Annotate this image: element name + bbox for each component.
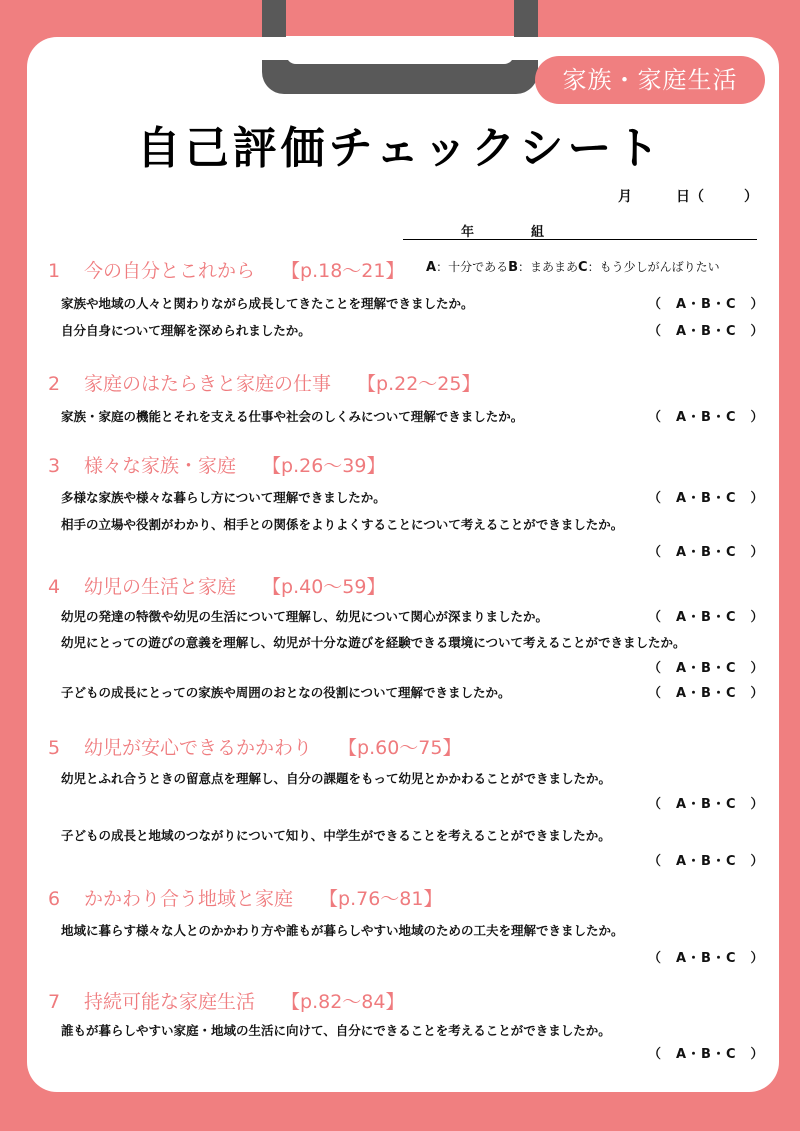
section-title: 幼児の生活と家庭: [84, 576, 237, 598]
section-6-heading: [48, 884, 442, 911]
group-label: 組: [531, 225, 545, 240]
category-badge: 家族・家庭生活: [535, 56, 765, 104]
section-number: 7: [48, 991, 61, 1013]
legend-a-text: ：十分である: [436, 260, 509, 274]
month-label: 月: [618, 189, 632, 205]
legend-a-key: A: [426, 260, 437, 275]
section-4-heading: [48, 572, 385, 599]
section-number: 3: [48, 455, 61, 477]
section-title: 今の自分とこれから: [84, 260, 256, 282]
page-title: 自己評価チェックシート: [136, 123, 664, 174]
clipboard-clip-hole-bottom: [286, 36, 514, 64]
section-title: 様々な家族・家庭: [84, 455, 237, 477]
question-2-1: 家族・家庭の機能とそれを支える仕事や社会のしくみについて理解できましたか。: [61, 409, 524, 424]
question-7-1: 誰もが暮らしやすい家庭・地域の生活に向けて、自分にできることを考えることができましたか。: [61, 1023, 611, 1038]
question-3-1: 多様な家族や様々な暮らし方について理解できましたか。: [61, 490, 386, 505]
answer-choice-1-2[interactable]: （ A・B・C ）: [648, 324, 765, 339]
legend-c-text: ：もう少しがんばりたい: [587, 260, 720, 274]
question-1-2: 自分自身について理解を深められましたか。: [61, 323, 311, 338]
section-pages: 【p.76〜81】: [319, 888, 443, 910]
clipboard-clip-bar: [262, 60, 538, 94]
day-label: 日（: [676, 189, 704, 205]
section-pages: 【p.40〜59】: [262, 576, 386, 598]
question-6-1: 地域に暮らす様々な人とのかかわり方や誰もが暮らしやすい地域のための工夫を理解できましたか。: [61, 923, 624, 938]
question-5-1: 幼児とふれ合うときの留意点を理解し、自分の課題をもって幼児とかかわることができましたか。: [61, 771, 612, 786]
date-close-paren: ）: [744, 189, 758, 205]
question-5-2: 子どもの成長と地域のつながりについて知り、中学生ができることを考えることができましたか。: [61, 828, 611, 843]
answer-choice-7-1[interactable]: （ A・B・C ）: [648, 1047, 765, 1062]
answer-choice-4-3[interactable]: （ A・B・C ）: [648, 686, 765, 701]
section-pages: 【p.60〜75】: [338, 737, 462, 759]
section-3-heading: [48, 451, 385, 478]
year-label: 年: [461, 225, 475, 240]
answer-choice-6-1[interactable]: （ A・B・C ）: [648, 951, 765, 966]
section-title: かかわり合う地域と家庭: [84, 888, 294, 910]
section-7-heading: [48, 987, 404, 1014]
answer-choice-3-2[interactable]: （ A・B・C ）: [648, 545, 765, 560]
answer-choice-1-1[interactable]: （ A・B・C ）: [648, 297, 765, 312]
answer-choice-4-1[interactable]: （ A・B・C ）: [648, 610, 765, 625]
question-1-1: 家族や地域の人々と関わりながら成長してきたことを理解できましたか。: [61, 296, 474, 311]
section-number: 6: [48, 888, 61, 910]
section-pages: 【p.22〜25】: [357, 373, 481, 395]
answer-choice-2-1[interactable]: （ A・B・C ）: [648, 410, 765, 425]
question-4-3: 子どもの成長にとっての家族や周囲のおとなの役割について理解できましたか。: [61, 685, 511, 700]
section-title: 家庭のはたらきと家庭の仕事: [84, 373, 332, 395]
section-5-heading: [48, 733, 461, 760]
answer-choice-4-2[interactable]: （ A・B・C ）: [648, 661, 765, 676]
grading-legend: [426, 258, 720, 275]
legend-b-text: ：まあまあ: [518, 260, 579, 274]
section-pages: 【p.82〜84】: [281, 991, 405, 1013]
legend-b-key: B: [508, 260, 518, 275]
section-number: 2: [48, 373, 61, 395]
section-2-heading: [48, 369, 480, 396]
answer-choice-5-1[interactable]: （ A・B・C ）: [648, 797, 765, 812]
answer-choice-3-1[interactable]: （ A・B・C ）: [648, 491, 765, 506]
class-field: [403, 221, 757, 240]
section-title: 幼児が安心できるかかわり: [84, 737, 313, 759]
section-pages: 【p.26〜39】: [262, 455, 386, 477]
section-number: 1: [48, 260, 61, 282]
question-3-2: 相手の立場や役割がわかり、相手との関係をよりよくすることについて考えることができましたか。: [61, 517, 624, 532]
section-1-heading: [48, 256, 404, 283]
legend-c-key: C: [578, 260, 588, 275]
section-number: 5: [48, 737, 61, 759]
answer-choice-5-2[interactable]: （ A・B・C ）: [648, 854, 765, 869]
section-pages: 【p.18〜21】: [281, 260, 405, 282]
section-number: 4: [48, 576, 61, 598]
question-4-1: 幼児の発達の特徴や幼児の生活について理解し、幼児について関心が深まりましたか。: [61, 609, 549, 624]
section-title: 持続可能な家庭生活: [84, 991, 256, 1013]
question-4-2: 幼児にとっての遊びの意義を理解し、幼児が十分な遊びを経験できる環境について考えることができましたか。: [61, 635, 686, 650]
